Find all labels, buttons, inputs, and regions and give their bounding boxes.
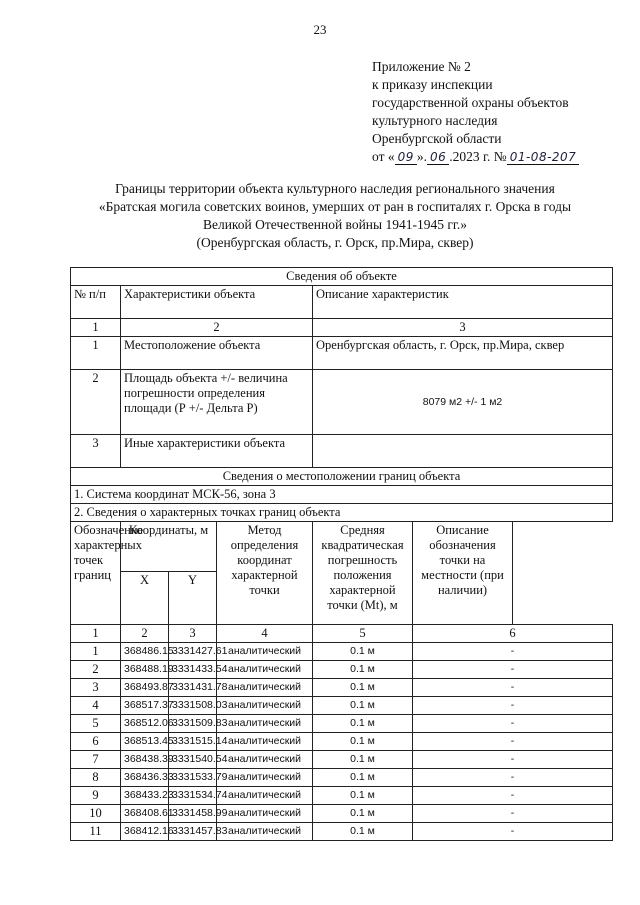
appendix-block [372, 58, 579, 166]
index-cell: 1 [71, 319, 121, 337]
handwritten-month: 06 [427, 150, 449, 165]
handwritten-day: 09 [395, 150, 417, 165]
title-line: «Братская могила советских воинов, умерших от ран в госпиталях г. Орска в годы [98, 199, 572, 214]
point-number: 11 [71, 823, 121, 841]
error-cell: 0.1 м [313, 697, 413, 715]
error-cell: 0.1 м [313, 751, 413, 769]
coord-x: 368488.19 [121, 661, 169, 679]
coord-x: 368512.06 [121, 715, 169, 733]
index-cell: 1 [71, 625, 121, 643]
coord-x: 368433.23 [121, 787, 169, 805]
point-number: 7 [71, 751, 121, 769]
marking-cell: - [413, 679, 613, 697]
method-cell: аналитический [217, 733, 313, 751]
object-table [70, 267, 613, 841]
col-x-header: X [121, 571, 169, 624]
index-cell: 6 [413, 625, 613, 643]
date-prefix: от « [372, 149, 395, 164]
method-cell: аналитический [217, 769, 313, 787]
point-number: 4 [71, 697, 121, 715]
date-year: .2023 г. № [449, 149, 507, 164]
col-point-header: Обозначение характерных точек границ [71, 522, 121, 625]
col-error-header: Средняя квадратическая погрешность положения характерной точки (Mt), м [313, 522, 413, 625]
col-method-header: Метод определения координат характерной точки [217, 522, 313, 625]
marking-cell: - [413, 715, 613, 733]
table-row [71, 697, 613, 715]
method-cell: аналитический [217, 697, 313, 715]
point-number: 5 [71, 715, 121, 733]
table-row [71, 823, 613, 841]
coord-y: 3331458.99 [169, 805, 217, 823]
appendix-line: Оренбургской области [372, 131, 502, 146]
marking-cell: - [413, 697, 613, 715]
coord-y: 3331533.79 [169, 769, 217, 787]
object-row-num: 1 [71, 337, 121, 370]
col-num-header: № п/п [71, 286, 121, 319]
marking-cell: - [413, 643, 613, 661]
coord-x: 368408.61 [121, 805, 169, 823]
object-row-num: 2 [71, 370, 121, 435]
index-cell: 3 [313, 319, 613, 337]
marking-cell: - [413, 769, 613, 787]
coord-y: 3331515.14 [169, 733, 217, 751]
coord-y: 3331457.83 [169, 823, 217, 841]
object-row-num: 3 [71, 435, 121, 468]
index-cell: 2 [121, 319, 313, 337]
marking-cell: - [413, 787, 613, 805]
method-cell: аналитический [217, 805, 313, 823]
point-number: 6 [71, 733, 121, 751]
coord-x: 368438.39 [121, 751, 169, 769]
table-row [71, 679, 613, 697]
marking-cell: - [413, 805, 613, 823]
document-title [60, 180, 610, 252]
index-cell: 5 [313, 625, 413, 643]
col-char-header: Характеристики объекта [121, 286, 313, 319]
points-header: 2. Сведения о характерных точках границ объекта [71, 504, 613, 522]
coord-y: 3331427.61 [169, 643, 217, 661]
table-row [71, 805, 613, 823]
coord-y: 3331431.78 [169, 679, 217, 697]
coord-x: 368513.45 [121, 733, 169, 751]
table-row [71, 643, 613, 661]
appendix-line: культурного наследия [372, 113, 498, 128]
error-cell: 0.1 м [313, 823, 413, 841]
table-row [71, 733, 613, 751]
appendix-line: Приложение № 2 [372, 59, 471, 74]
table-row [71, 769, 613, 787]
object-row-char: Местоположение объекта [121, 337, 313, 370]
coord-x: 368486.15 [121, 643, 169, 661]
object-row-char: Иные характеристики объекта [121, 435, 313, 468]
method-cell: аналитический [217, 661, 313, 679]
error-cell: 0.1 м [313, 661, 413, 679]
point-number: 8 [71, 769, 121, 787]
point-number: 9 [71, 787, 121, 805]
coord-x: 368493.87 [121, 679, 169, 697]
table-row [71, 787, 613, 805]
marking-cell: - [413, 823, 613, 841]
handwritten-order-number: 01-08-207 [507, 150, 580, 165]
boundaries-header: Сведения о местоположении границ объекта [71, 468, 613, 486]
table-row [71, 751, 613, 769]
col-desc-header: Описание характеристик [313, 286, 613, 319]
coord-y: 3331534.74 [169, 787, 217, 805]
object-info-header: Сведения об объекте [71, 268, 613, 286]
method-cell: аналитический [217, 751, 313, 769]
marking-cell: - [413, 661, 613, 679]
coord-y: 3331508.03 [169, 697, 217, 715]
error-cell: 0.1 м [313, 643, 413, 661]
error-cell: 0.1 м [313, 679, 413, 697]
coord-y: 3331509.83 [169, 715, 217, 733]
appendix-line: государственной охраны объектов [372, 95, 569, 110]
point-number: 3 [71, 679, 121, 697]
title-line: Границы территории объекта культурного наследия регионального значения [115, 181, 555, 196]
table-row [71, 715, 613, 733]
points-body [71, 643, 613, 841]
point-number: 2 [71, 661, 121, 679]
index-cell: 2 [121, 625, 169, 643]
method-cell: аналитический [217, 643, 313, 661]
appendix-date-line [372, 148, 579, 166]
method-cell: аналитический [217, 787, 313, 805]
coord-x: 368517.37 [121, 697, 169, 715]
col-y-header: Y [169, 571, 217, 624]
marking-cell: - [413, 751, 613, 769]
object-row-char: Площадь объекта +/- величина погрешности определения площади (Р +/- Дельта Р) [121, 370, 313, 435]
object-row-desc: Оренбургская область, г. Орск, пр.Мира, сквер [313, 337, 613, 370]
object-row-desc: 8079 м2 +/- 1 м2 [313, 370, 613, 435]
appendix-line: к приказу инспекции [372, 77, 493, 92]
coord-x: 368412.16 [121, 823, 169, 841]
table-row [71, 661, 613, 679]
error-cell: 0.1 м [313, 715, 413, 733]
method-cell: аналитический [217, 679, 313, 697]
error-cell: 0.1 м [313, 805, 413, 823]
object-row-desc [313, 435, 613, 468]
point-number: 10 [71, 805, 121, 823]
date-sep: ». [416, 149, 428, 164]
title-line: (Оренбургская область, г. Орск, пр.Мира, сквер) [196, 235, 474, 250]
page-number: 23 [313, 22, 327, 37]
method-cell: аналитический [217, 823, 313, 841]
index-cell: 3 [169, 625, 217, 643]
coord-x: 368436.33 [121, 769, 169, 787]
coordinate-system: 1. Система координат МСК-56, зона 3 [71, 486, 613, 504]
coord-y: 3331433.54 [169, 661, 217, 679]
error-cell: 0.1 м [313, 787, 413, 805]
point-number: 1 [71, 643, 121, 661]
marking-cell: - [413, 733, 613, 751]
error-cell: 0.1 м [313, 769, 413, 787]
index-cell: 4 [217, 625, 313, 643]
col-marking-header: Описание обозначения точки на местности (при наличии) [413, 522, 513, 625]
col-coords-header: Координаты, м [121, 522, 217, 572]
coord-y: 3331540.54 [169, 751, 217, 769]
title-line: Великой Отечественной войны 1941-1945 гг.» [202, 217, 468, 232]
error-cell: 0.1 м [313, 733, 413, 751]
method-cell: аналитический [217, 715, 313, 733]
